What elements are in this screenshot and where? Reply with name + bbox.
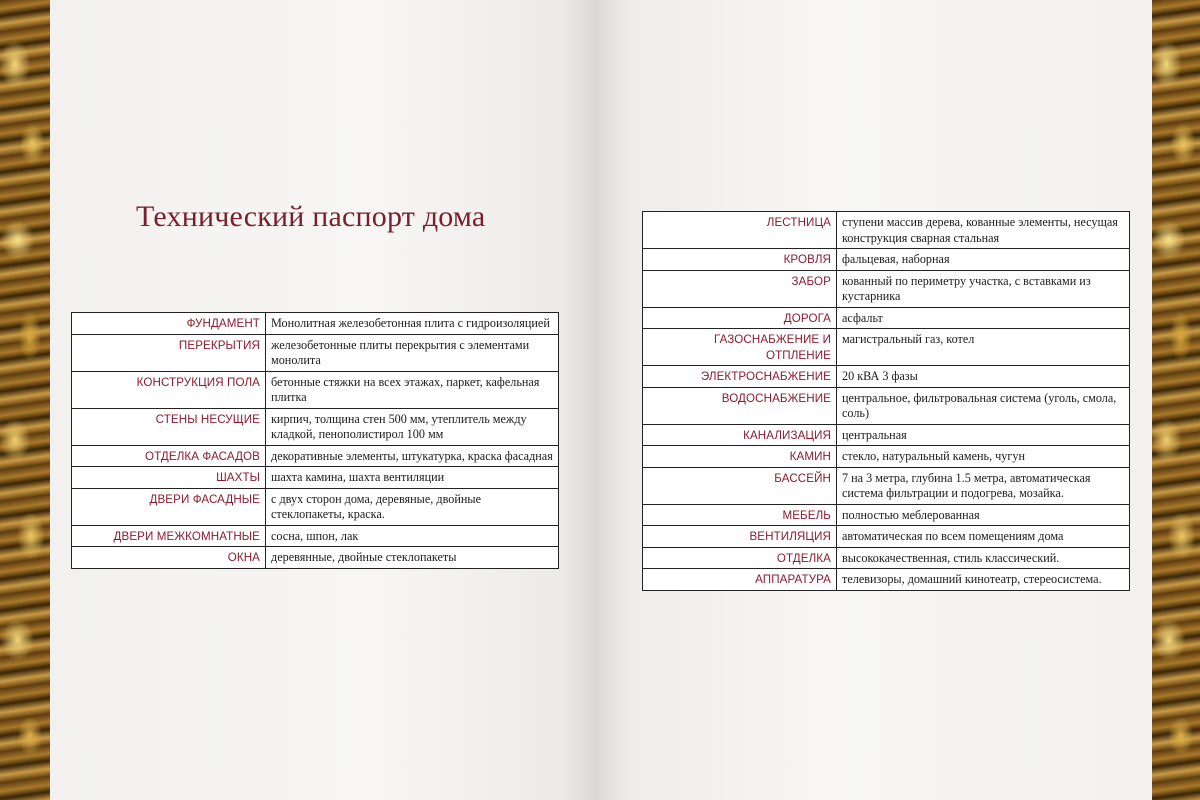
table-row <box>643 270 1130 307</box>
spec-value: Монолитная железобетонная плита с гидроизоляцией <box>266 313 559 335</box>
spec-key: ОКНА <box>72 547 266 569</box>
spec-table-left-body <box>72 313 559 569</box>
table-row <box>72 525 559 547</box>
spec-key: ПЕРЕКРЫТИЯ <box>72 334 266 371</box>
table-row <box>643 212 1130 249</box>
spec-value: деревянные, двойные стеклопакеты <box>266 547 559 569</box>
spec-table-right-body <box>643 212 1130 591</box>
table-row <box>72 467 559 489</box>
spec-value: автоматическая по всем помещениям дома <box>837 526 1130 548</box>
page-title: Технический паспорт дома <box>136 200 486 233</box>
spec-key: ФУНДАМЕНТ <box>72 313 266 335</box>
spec-key: КАНАЛИЗАЦИЯ <box>643 424 837 446</box>
table-row <box>72 313 559 335</box>
table-row <box>643 446 1130 468</box>
table-row <box>643 526 1130 548</box>
spec-table-right <box>642 211 1130 591</box>
table-row <box>643 547 1130 569</box>
spec-key: КРОВЛЯ <box>643 249 837 271</box>
table-row <box>643 467 1130 504</box>
spec-key: ДВЕРИ ФАСАДНЫЕ <box>72 488 266 525</box>
spec-value: центральная <box>837 424 1130 446</box>
spec-value: кирпич, толщина стен 500 мм, утеплитель между кладкой, пенополистирол 100 мм <box>266 408 559 445</box>
spec-key: ВЕНТИЛЯЦИЯ <box>643 526 837 548</box>
spec-value: асфальт <box>837 307 1130 329</box>
gilded-frame-right <box>1151 0 1200 800</box>
spec-value: фальцевая, наборная <box>837 249 1130 271</box>
spec-key: ОТДЕЛКА <box>643 547 837 569</box>
table-row <box>643 329 1130 366</box>
spec-value: железобетонные плиты перекрытия с элементами монолита <box>266 334 559 371</box>
spec-key: ОТДЕЛКА ФАСАДОВ <box>72 445 266 467</box>
spec-value: телевизоры, домашний кинотеатр, стереосистема. <box>837 569 1130 591</box>
spec-key: АППАРАТУРА <box>643 569 837 591</box>
spec-key: ЭЛЕКТРОСНАБЖЕНИЕ <box>643 366 837 388</box>
spec-key: ДОРОГА <box>643 307 837 329</box>
spec-key: БАССЕЙН <box>643 467 837 504</box>
spec-value: центральное, фильтровальная система (уголь, смола, соль) <box>837 387 1130 424</box>
spec-value: 20 кВА 3 фазы <box>837 366 1130 388</box>
table-row <box>643 569 1130 591</box>
spec-value: шахта камина, шахта вентиляции <box>266 467 559 489</box>
spec-value: бетонные стяжки на всех этажах, паркет, кафельная плитка <box>266 371 559 408</box>
spec-key: КАМИН <box>643 446 837 468</box>
spec-value: сосна, шпон, лак <box>266 525 559 547</box>
spec-key: ЛЕСТНИЦА <box>643 212 837 249</box>
spec-value: полностью меблерованная <box>837 504 1130 526</box>
spec-value: кованный по периметру участка, с вставками из кустарника <box>837 270 1130 307</box>
right-page <box>598 0 1152 800</box>
spec-key: ВОДОСНАБЖЕНИЕ <box>643 387 837 424</box>
table-row <box>643 387 1130 424</box>
spec-value: 7 на 3 метра, глубина 1.5 метра, автоматическая система фильтрации и подогрева, мозайка. <box>837 467 1130 504</box>
spec-value: высококачественная, стиль классический. <box>837 547 1130 569</box>
spec-value: с двух сторон дома, деревяные, двойные стеклопакеты, краска. <box>266 488 559 525</box>
table-row <box>72 445 559 467</box>
spec-value: магистральный газ, котел <box>837 329 1130 366</box>
table-row <box>643 307 1130 329</box>
table-row <box>72 488 559 525</box>
spec-value: ступени массив дерева, кованные элементы, несущая конструкция сварная стальная <box>837 212 1130 249</box>
table-row <box>72 371 559 408</box>
spec-key: ДВЕРИ МЕЖКОМНАТНЫЕ <box>72 525 266 547</box>
table-row <box>72 334 559 371</box>
table-row <box>643 504 1130 526</box>
gilded-frame-left <box>0 0 51 800</box>
table-row <box>72 408 559 445</box>
spec-key: СТЕНЫ НЕСУЩИЕ <box>72 408 266 445</box>
table-row <box>643 249 1130 271</box>
spec-table-left <box>71 312 559 569</box>
spec-key: ГАЗОСНАБЖЕНИЕ И ОТПЛЕНИЕ <box>643 329 837 366</box>
table-row <box>643 424 1130 446</box>
spec-key: ЗАБОР <box>643 270 837 307</box>
left-page <box>50 0 598 800</box>
spec-key: КОНСТРУКЦИЯ ПОЛА <box>72 371 266 408</box>
spec-value: стекло, натуральный камень, чугун <box>837 446 1130 468</box>
spec-key: ШАХТЫ <box>72 467 266 489</box>
table-row <box>72 547 559 569</box>
spec-key: МЕБЕЛЬ <box>643 504 837 526</box>
table-row <box>643 366 1130 388</box>
spec-value: декоративные элементы, штукатурка, краска фасадная <box>266 445 559 467</box>
